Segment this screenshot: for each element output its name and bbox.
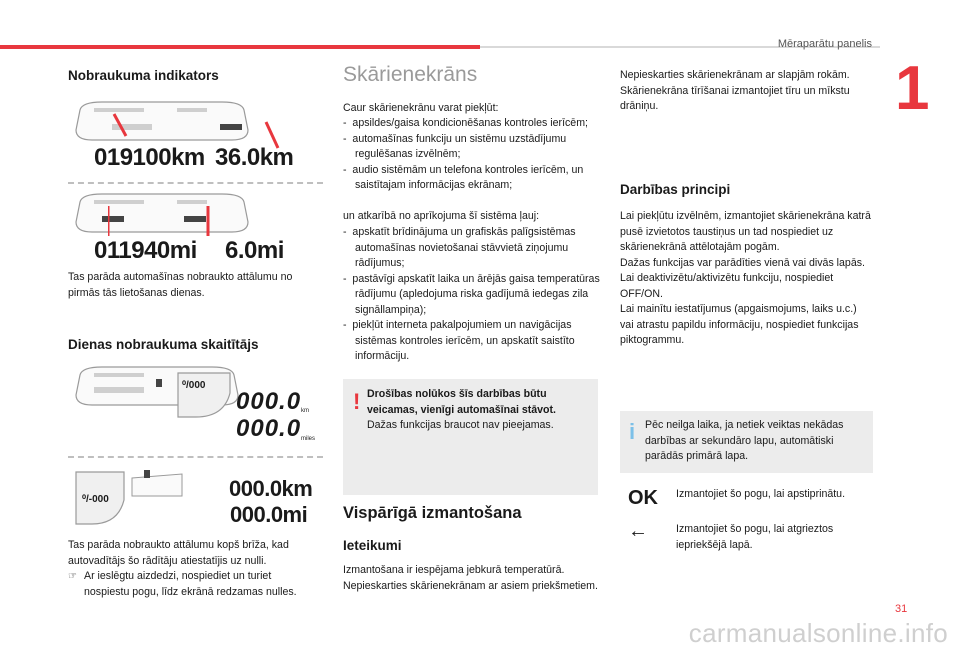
trip-digits-km: 000.0 xyxy=(236,388,302,415)
ok-description: Izmantojiet šo pogu, lai apstiprinātu. xyxy=(676,488,846,500)
trip-digits-mi: 000.0 xyxy=(236,415,302,442)
trip-meter-description: Tas parāda nobraukto attālumu kopš brīža, kad autovadītājs šo rādītāju atiestatījis uz nulli. xyxy=(68,539,289,567)
page-header-title: Mēraparātu panelis xyxy=(777,38,872,50)
trip-reset-instruction: ☞ Ar ieslēgtu aizdedzi, nospiediet un turiet nospiestu pogu, līdz ekrānā redzamas nulles. xyxy=(68,570,297,598)
ok-icon: OK xyxy=(628,487,658,509)
trip-big-km: 000.0km xyxy=(229,476,313,501)
trip-reading-km: 36.0km xyxy=(215,144,294,171)
safety-warning-box xyxy=(343,379,598,495)
chapter-number: 1 xyxy=(895,54,930,123)
back-description: Izmantojiet šo pogu, lai atgrieztos iepriekšējā lapā. xyxy=(676,523,834,551)
recommendations-title: Ieteikumi xyxy=(343,538,402,553)
list-item: - piekļūt interneta pakalpojumiem un navigācijas sistēmas kontroles ierīcēm, un apskatīt saistīto informāciju. xyxy=(343,319,575,362)
odometer-title: Nobraukuma indikators xyxy=(68,68,219,83)
principles-text: Lai piekļūtu izvēlnēm, izmantojiet skārienekrāna katrā pusē izvietotos taustiņus un tad nospiediet uz skārienekrānā attēlotajām pogām. Dažas funkcijas var parādīties vienā vai divās lapās. Lai deaktivizētu/aktivizētu funkciju, nospiediet OFF/ON. Lai mainītu iestatījumus (apgaismojums, laiks u.c.) vai atrastu papildu informāciju, nospiediet funkcijas piktogrammu. xyxy=(620,210,871,346)
trip-reset-magnifier-top xyxy=(174,369,234,421)
figure-divider xyxy=(68,456,323,458)
odometer-total-km: 019100km xyxy=(94,144,205,171)
touchscreen-access-list xyxy=(343,116,601,194)
trip-big-mi: 000.0mi xyxy=(230,502,308,527)
trip-unit-mi: miles xyxy=(301,436,316,442)
touchscreen-title: Skārienekrāns xyxy=(343,63,478,86)
list-item: - automašīnas funkciju un sistēmu uzstādījumu regulēšanas izvēlnēm; xyxy=(343,132,567,160)
general-use-title: Vispārīgā izmantošana xyxy=(343,504,522,522)
header-accent-bar xyxy=(0,45,480,49)
list-item: - pastāvīgi apskatīt laika un ārējās gaisa temperatūras rādījumu (apledojuma riska gadījumā iedegas zila signāllampiņa); xyxy=(343,272,600,316)
list-item: - apsildes/gaisa kondicionēšanas kontroles ierīcēm; xyxy=(343,117,588,129)
page-number: 31 xyxy=(895,603,908,615)
info-note-text: Pēc neilga laika, ja netiek veiktas nekādas darbības ar sekundāro lapu, automātiski parādās primārā lapa. xyxy=(645,419,844,462)
touchscreen-intro: Caur skārienekrānu varat piekļūt: xyxy=(343,102,499,114)
trip-reset-label-top: ⁰/000 xyxy=(182,380,206,391)
safety-warning-normal: Dažas funkcijas braucot nav pieejamas. xyxy=(367,419,554,431)
trip-reset-label-bottom: ⁰/-000 xyxy=(82,494,109,505)
odometer-total-mi: 011940mi xyxy=(94,237,197,264)
trip-meter-title: Dienas nobraukuma skaitītājs xyxy=(68,337,259,352)
back-arrow-icon: ← xyxy=(628,520,648,542)
safety-warning-text xyxy=(367,387,593,434)
safety-warning-bold: Drošības nolūkos šīs darbības būtu veicamas, vienīgi automašīnai stāvot. xyxy=(367,388,557,416)
figure-divider xyxy=(68,182,323,184)
trip-reading-mi: 6.0mi xyxy=(225,237,284,264)
info-note-box xyxy=(620,411,873,473)
button-press-icon: ☞ xyxy=(68,571,77,582)
odometer-description: Tas parāda automašīnas nobraukto attālumu no pirmās tās lietošanas dienas. xyxy=(68,271,293,299)
touchscreen-care-text: Nepieskarties skārienekrānam ar slapjām rokām. Skārienekrāna tīrīšanai izmantojiet tīru un mīkstu drāniņu. xyxy=(620,69,850,112)
watermark: carmanualsonline.info xyxy=(688,618,948,648)
info-icon: i xyxy=(629,419,636,444)
list-item: - apskatīt brīdinājuma un grafiskās palīgsistēmas automašīnas novietošanai stāvvietā ziņojumu rādījumus; xyxy=(343,226,576,269)
warning-icon: ! xyxy=(353,389,361,414)
touchscreen-mid-text: un atkarībā no aprīkojuma šī sistēma ļauj: xyxy=(343,210,540,222)
trip-unit-km: km xyxy=(301,408,309,414)
touchscreen-features-list xyxy=(343,225,601,365)
principles-title: Darbības principi xyxy=(620,182,731,197)
recommendations-text: Izmantošana ir iespējama jebkurā temperatūrā. Nepieskarties skārienekrānam ar asiem priekšmetiem. xyxy=(343,564,598,592)
list-item: - audio sistēmām un telefona kontroles ierīcēm, un saistītajam informācijas ekrānam; xyxy=(343,163,584,191)
